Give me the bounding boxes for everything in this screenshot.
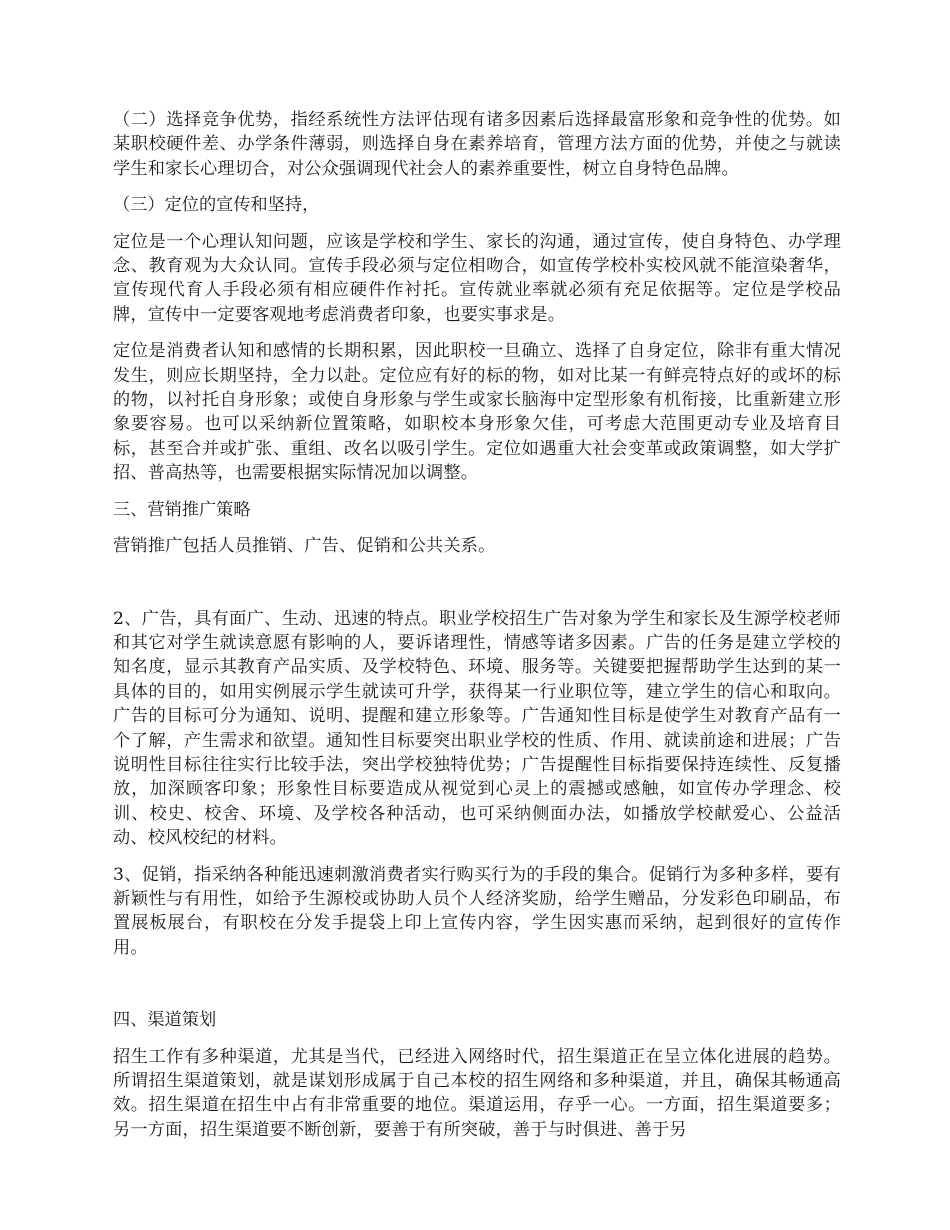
- paragraph-advertising: 2、广告，具有面广、生动、迅速的特点。职业学校招生广告对象为学生和家长及生源学校老师和其它对学生就读意愿有影响的人，要诉诸理性，情感等诸多因素。广告的任务是建立学校的知名度，显示其教育产品实质、及学校特色、环境、服务等。关键要把握帮助学生达到的某一具体的目的，如用实例展示学生就读可升学，获得某一行业职位等，建立学生的信心和取向。广告的目标可分为通知、说明、提醒和建立形象等。广告通知性目标是使学生对教育产品有一个了解，产生需求和欲望。通知性目标要突出职业学校的性质、作用、就读前途和进展；广告说明性目标往往实行比较手法，突出学校独特优势；广告提醒性目标指要保持连续性、反复播放，加深顾客印象；形象性目标要造成从视觉到心灵上的震撼或感触，如宣传办学理念、校训、校史、校舍、环境、及学校各种活动，也可采纳侧面办法，如播放学校献爱心、公益活动、校风校纪的材料。: [113, 608, 841, 849]
- paragraph-channels: 招生工作有多种渠道，尤其是当代，已经进入网络时代，招生渠道正在呈立体化进展的趋势。所谓招生渠道策划，就是谋划形成属于自己本校的招生网络和多种渠道，并且，确保其畅通高效。招生渠道在招生中占有非常重要的地位。渠道运用，存乎一心。一方面，招生渠道要多；另一方面，招生渠道要不断创新，要善于有所突破，善于与时俱进、善于另: [113, 1046, 841, 1140]
- document-body: [113, 108, 841, 1154]
- paragraph-positioning-persistence: 定位是消费者认知和感情的长期积累，因此职校一旦确立、选择了自身定位，除非有重大情况发生，则应长期坚持，全力以赴。定位应有好的标的物，如对比某一有鲜亮特点好的或坏的标的物，以衬托自身形象；或使自身形象与学生或家长脑海中定型形象有机衔接，比重新建立形象要容易。也可以采纳新位置策略，如职校本身形象欠佳，可考虑大范围更动专业及培育目标，甚至合并或扩张、重组、改名以吸引学生。定位如遇重大社会变革或政策调整，如大学扩招、普高热等，也需要根据实际情况加以调整。: [113, 341, 841, 484]
- paragraph-promotion: 3、促销，指采纳各种能迅速刺激消费者实行购买行为的手段的集合。促销行为多种多样，要有新颖性与有用性，如给予生源校或协助人员个人经济奖励，给学生赠品，分发彩色印刷品，布置展板展台，有职校在分发手提袋上印上宣传内容，学生因实惠而采纳，起到很好的宣传作用。: [113, 864, 841, 958]
- section-heading-marketing: 三、营销推广策略: [113, 499, 251, 520]
- paragraph-competitive-advantage: （二）选择竞争优势，指经系统性方法评估现有诸多因素后选择最富形象和竞争性的优势。如某职校硬件差、办学条件薄弱，则选择自身在素养培育，管理方法方面的优势，并使之与就读学生和家长心理切合，对公众强调现代社会人的素养重要性，树立自身特色品牌。: [113, 110, 841, 179]
- subheading-positioning-promotion: （三）定位的宣传和坚持，: [113, 195, 320, 216]
- section-heading-channels: 四、渠道策划: [113, 1010, 217, 1031]
- paragraph-positioning-communication: 定位是一个心理认知问题，应该是学校和学生、家长的沟通，通过宣传，使自身特色、办学理念、教育观为大众认同。宣传手段必须与定位相吻合，如宣传学校朴实校风就不能渲染奢华，宣传现代育人手段必须有相应硬件作衬托。宣传就业率就必须有充足依据等。定位是学校品牌，宣传中一定要客观地考虑消费者印象，也要实事求是。: [113, 231, 841, 325]
- paragraph-marketing-intro: 营销推广包括人员推销、广告、促销和公共关系。: [113, 536, 496, 557]
- spacer: [113, 571, 841, 607]
- spacer: [113, 972, 841, 1008]
